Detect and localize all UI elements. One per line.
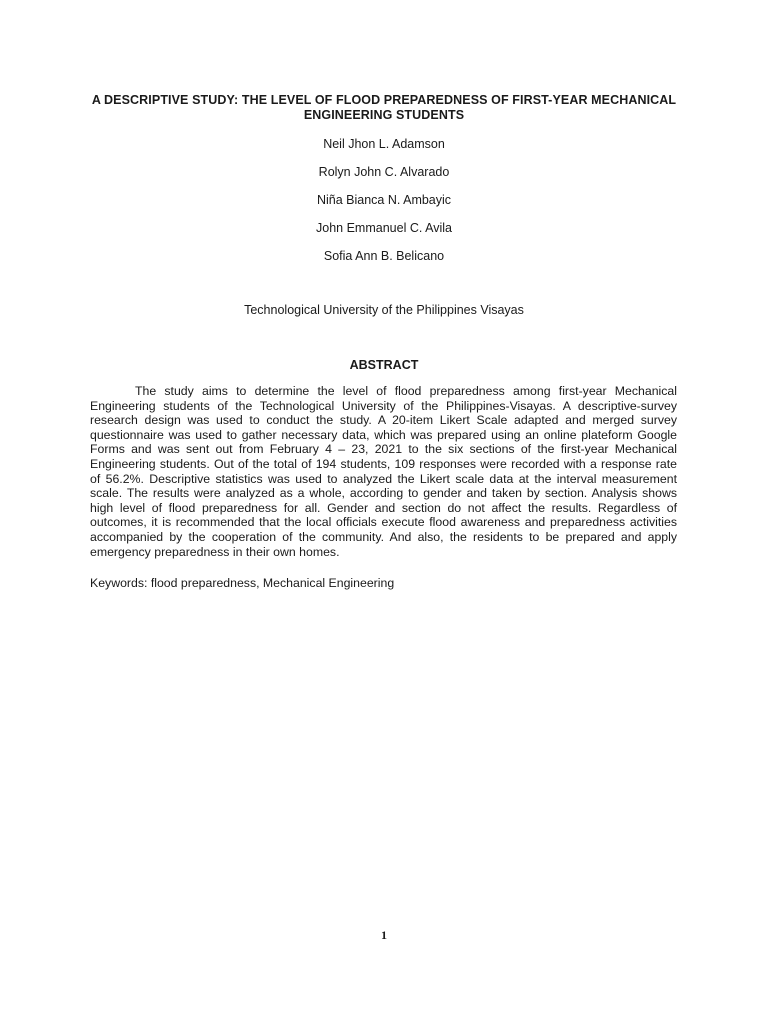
author-name: Sofia Ann B. Belicano — [323, 249, 445, 263]
page-number: 1 — [381, 928, 387, 942]
affiliation: Technological University of the Philippines Visayas — [244, 303, 524, 317]
paper-title: A DESCRIPTIVE STUDY: THE LEVEL OF FLOOD PREPAREDNESS OF FIRST-YEAR MECHANICAL ENGINEERING STUDENTS — [91, 93, 677, 122]
abstract-heading: ABSTRACT — [349, 358, 419, 372]
author-name: John Emmanuel C. Avila — [316, 221, 452, 235]
author-name: Rolyn John C. Alvarado — [318, 165, 450, 179]
keywords: Keywords: flood preparedness, Mechanical Engineering — [90, 576, 395, 590]
author-name: Niña Bianca N. Ambayic — [316, 193, 452, 207]
author-list — [0, 137, 768, 277]
abstract-text: The study aims to determine the level of flood preparedness among first-year Mechanical Engineering students of the Technological University of the Philippines-Visayas. A descriptive-survey research design was used to conduct the study. A 20-item Likert Scale adapted and merged survey questionnaire was used to gather necessary data, which was prepared using an online plateform Google Forms and was sent out from February 4 – 23, 2021 to the six sections of the first-year Mechanical Engineering students. Out of the total of 194 students, 109 responses were recorded with a response rate of 56.2%. Descriptive statistics was used to analyzed the Likert scale data at the interval measurement scale. The results were analyzed as a whole, according to gender and taken by section. Analysis shows high level of flood preparedness for all. Gender and section do not affect the results. Regardless of outcomes, it is recommended that the local officials execute flood awareness and preparedness activities accompanied by the cooperation of the community. And also, the residents to be prepared and apply emergency preparedness in their own homes. — [90, 384, 677, 559]
author-name: Neil Jhon L. Adamson — [323, 137, 445, 151]
